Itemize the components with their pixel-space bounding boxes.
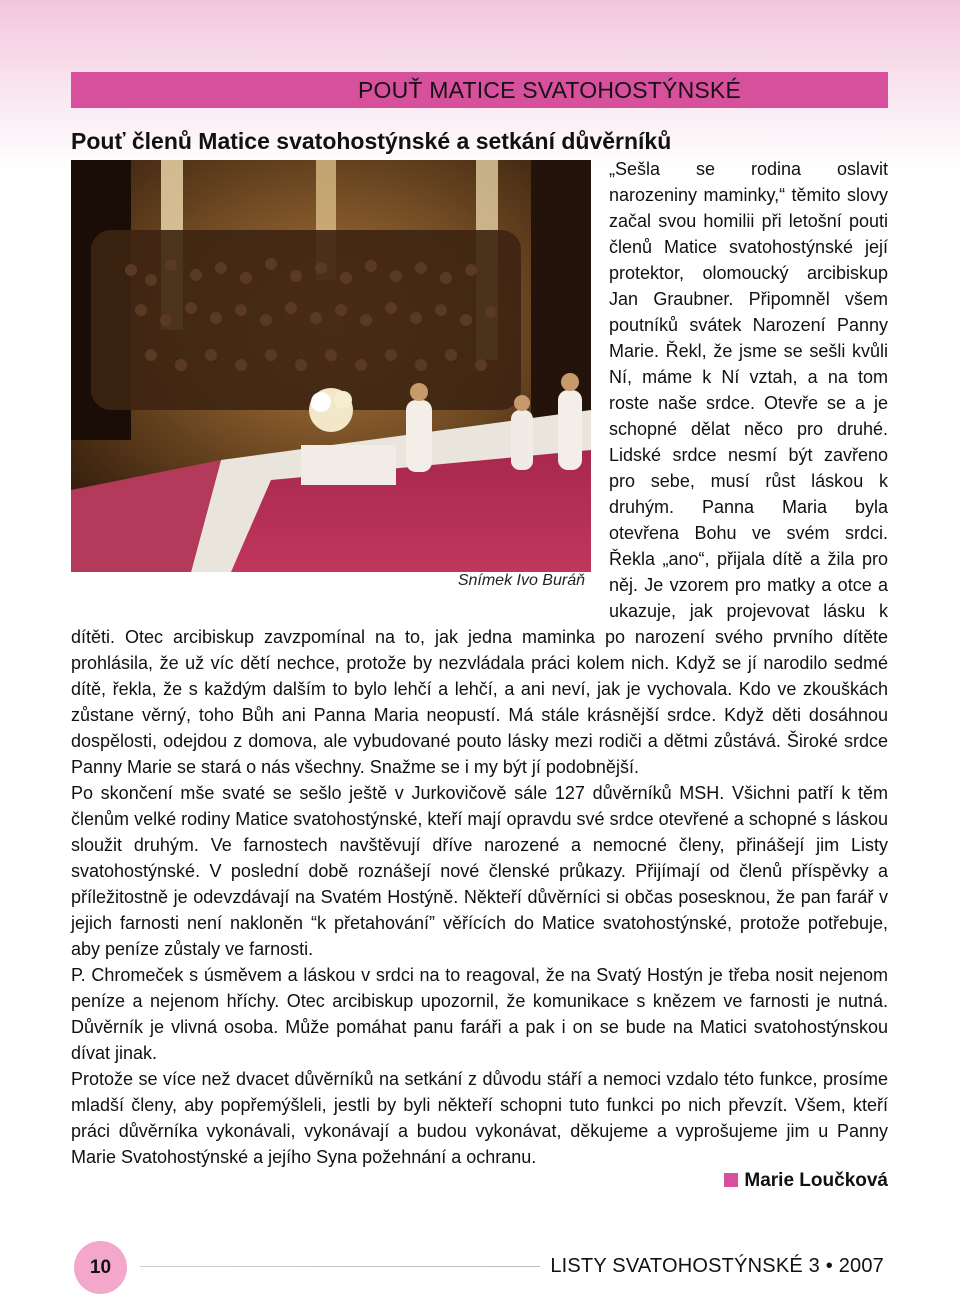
section-header-bar — [71, 72, 888, 108]
author-signature — [71, 1168, 888, 1194]
publication-title: LISTY SVATOHOSTÝNSKÉ 3 • 2007 — [550, 1255, 884, 1277]
square-bullet-icon — [724, 1173, 738, 1187]
footer-divider — [140, 1266, 540, 1267]
author-name: Marie Loučková — [744, 1170, 888, 1191]
article-body — [71, 156, 888, 1194]
photo-caption: Snímek Ivo Buráň — [457, 572, 585, 589]
section-title: POUŤ MATICE SVATOHOSTÝNSKÉ — [357, 76, 742, 103]
photo-block — [71, 160, 591, 596]
article-headline: Pouť členů Matice svatohostýnské a setkání důvěrníků — [71, 128, 672, 154]
article-paragraph: „Sešla se rodina oslavit narozeniny maminky,“ těmito slovy začal svou homilii při letošní pouti členů Matice svatohostýnské její protektor, olomoucký arcibiskup Jan Graubner. Připomněl všem poutníků svátek Narození Panny Marie. Řekl, že jsme se sešli kvůli Ní, máme k Ní vztah, a na tom roste naše srdce. Otevře se a je schopné dělat něco pro druhé. Lidské srdce nesmí být zavřeno pro sebe, musí růst láskou k druhým. Panna Maria byla otevřena Bohu ve svém srdci. Řekla „ano“, přijala dítě a žila pro něj. Je vzorem pro matky a otce a ukazuje, jak projevovat lásku k dítěti. Otec arcibiskup zavzpomínal na to, jak jedna maminka po narození svého prvního dítěte prohlásila, že už víc dětí nechce, protože by nezvládala práci kolem nich. Když se jí narodilo sedmé dítě, řekla, že s každým dalším to bylo lehčí a lehčí, a ani neví, jak je vychovala. Kdo ve zkouškách zůstane věrný, toho Bůh ani Panna Maria neopustí. Má stále krásnější srdce. Když děti dosáhnou dospělosti, odejdou z domova, ale vybudované pouto lásky mezi rodiči a dětmi zůstává. Široké srdce Panny Marie se stará o nás všechny. Snažme se i my být jí podobnější. — [71, 159, 888, 777]
church-mass-photo — [71, 160, 591, 572]
article-paragraph: Protože se více než dvacet důvěrníků na setkání z důvodu stáří a nemoci vzdalo této funkce, prosíme mladší členy, aby popřemýšleli, jestli by byli někteří schopni tuto funkci po nich převzít. Všem, kteří práci důvěrníka vykonávali, vykonávají a budou vykonávat, děkujeme a vyprošujeme jim u Panny Marie Svatohostýnské a jejího Syna požehnání a ochranu. — [71, 1069, 888, 1167]
page-number: 10 — [74, 1241, 127, 1294]
church-interior-illustration — [71, 160, 591, 572]
article — [71, 126, 888, 1194]
article-paragraph: P. Chromeček s úsměvem a láskou v srdci na to reagoval, že na Svatý Hostýn je třeba nosit nejenom peníze a nejenom hříchy. Otec arcibiskup upozornil, že komunikace s knězem ve farnosti je nutná. Důvěrník je vlivná osoba. Může pomáhat panu faráři a pak i on se bude na Matici svatohostýnskou dívat jinak. — [71, 965, 888, 1063]
page-footer — [0, 1230, 960, 1297]
article-paragraph: Po skončení mše svaté se sešlo ještě v Jurkovičově sále 127 důvěrníků MSH. Všichni patří k těm členům velké rodiny Matice svatohostýnské, kteří mají opravdu své srdce otevřené a schopné s láskou sloužit druhým. Ve farnostech navštěvují dříve narozené a nemocné členy, přinášejí jim Listy svatohostýnské. V poslední době roznášejí nové členské průkazy. Přijímají od členů příspěvky a příležitostně je odevzdávají na Svatém Hostýně. Někteří důvěrníci si občas posesknou, že pan farář v jejich farnosti není nakloněn “k přetahování” věřících do Matice svatohostýnské, protože potřebuje, aby peníze zůstaly ve farnosti. — [71, 783, 888, 959]
